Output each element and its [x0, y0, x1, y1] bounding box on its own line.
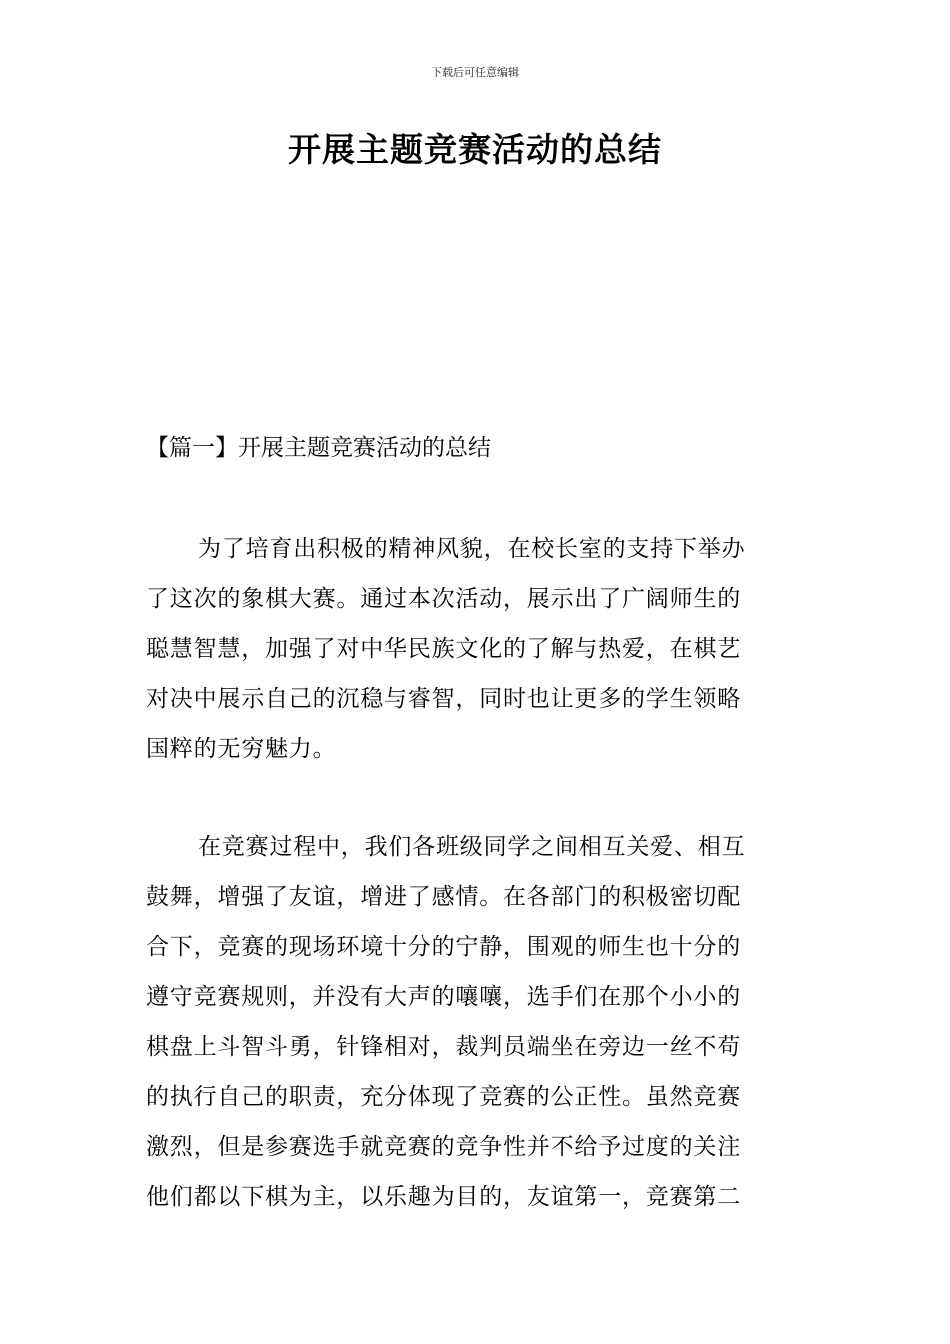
paragraph-line: 国粹的无穷魅力。	[146, 736, 337, 762]
paragraph-line: 为了培育出积极的精神风貌，在校长室的支持下举办	[198, 536, 746, 562]
paragraph-1	[146, 524, 806, 774]
paragraph-line: 棋盘上斗智斗勇，针锋相对，裁判员端坐在旁边一丝不苟	[146, 1034, 741, 1060]
paragraph-line: 对决中展示自己的沉稳与睿智，同时也让更多的学生领略	[146, 686, 741, 712]
section-heading: 【篇一】开展主题竞赛活动的总结	[146, 435, 491, 461]
paragraph-line: 鼓舞，增强了友谊，增进了感情。在各部门的积极密切配	[146, 884, 741, 910]
document-title: 开展主题竞赛活动的总结	[288, 130, 662, 169]
paragraph-line: 遵守竞赛规则，并没有大声的嚷嚷，选手们在那个小小的	[146, 984, 741, 1010]
page-header-note: 下载后可任意编辑	[431, 66, 519, 79]
paragraph-line: 了这次的象棋大赛。通过本次活动，展示出了广阔师生的	[146, 586, 741, 612]
paragraph-line: 激烈，但是参赛选手就竞赛的竞争性并不给予过度的关注	[146, 1134, 741, 1160]
paragraph-line: 他们都以下棋为主，以乐趣为目的，友谊第一，竞赛第二	[146, 1184, 741, 1210]
paragraph-line: 聪慧智慧，加强了对中华民族文化的了解与热爱，在棋艺	[146, 636, 741, 662]
paragraph-2	[146, 822, 806, 1222]
paragraph-line: 在竞赛过程中，我们各班级同学之间相互关爱、相互	[198, 834, 746, 860]
paragraph-line: 合下，竞赛的现场环境十分的宁静，围观的师生也十分的	[146, 934, 741, 960]
paragraph-line: 的执行自己的职责，充分体现了竞赛的公正性。虽然竞赛	[146, 1084, 741, 1110]
